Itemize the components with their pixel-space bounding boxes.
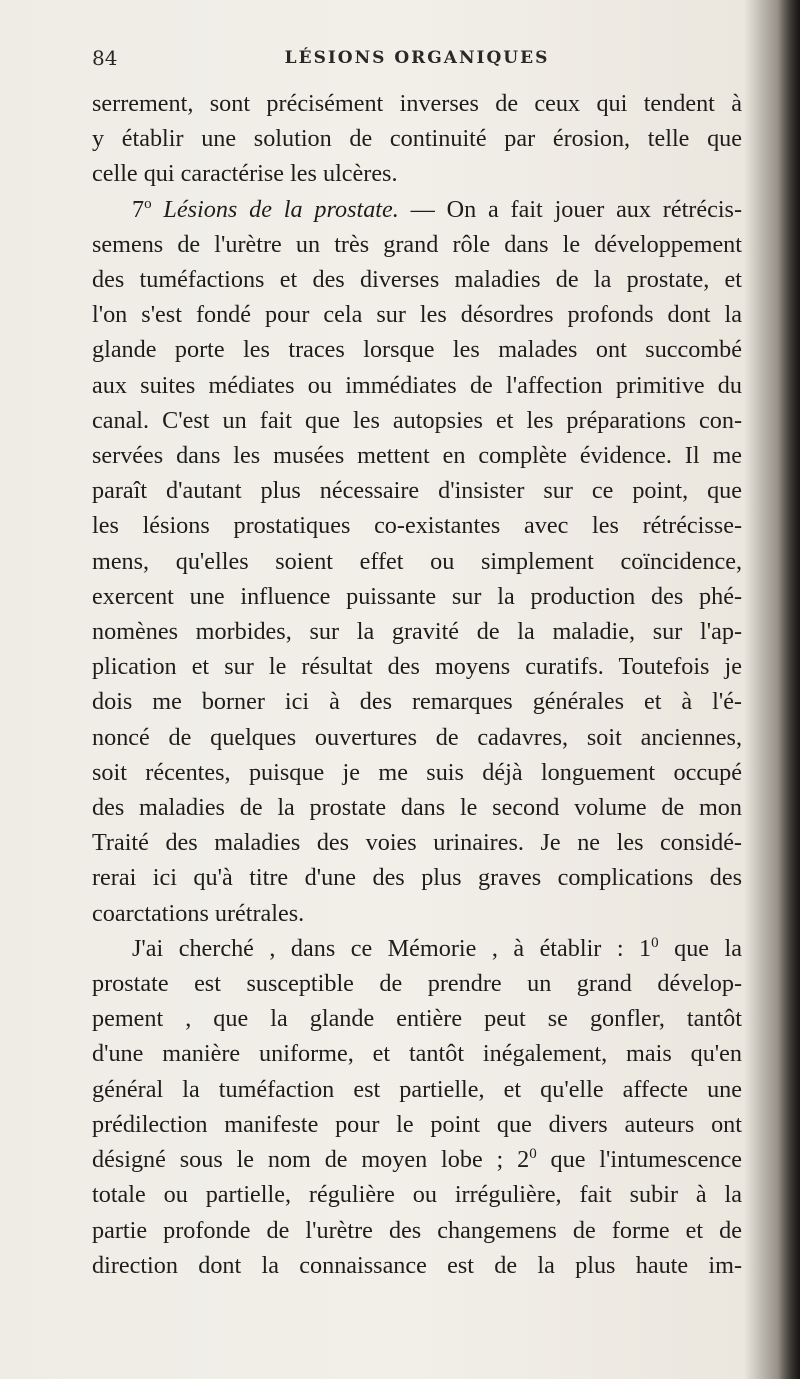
- text-line: nomènes morbides, sur la gravité de la maladie, sur l'ap-: [92, 618, 742, 646]
- text-line: les lésions prostatiques co-existantes avec les rétrécisse-: [92, 512, 742, 540]
- text-line: direction dont la connaissance est de la plus haute im-: [92, 1251, 742, 1279]
- text-line: totale ou partielle, régulière ou irrégulière, fait subir à la: [92, 1181, 742, 1209]
- text-line: prédilection manifeste pour le point que divers auteurs ont: [92, 1110, 742, 1138]
- text-line: paraît d'autant plus nécessaire d'insister sur ce point, que: [92, 477, 742, 505]
- text-line: général la tuméfaction est partielle, et qu'elle affecte une: [92, 1075, 742, 1103]
- text-line: semens de l'urètre un très grand rôle dans le développement: [92, 230, 742, 258]
- line-text-a: désigné sous le nom de moyen lobe ; 2: [92, 1146, 530, 1174]
- text-line: pement , que la glande entière peut se gonfler, tantôt: [92, 1005, 742, 1033]
- page-number: 84: [92, 46, 118, 70]
- text-line: d'une manière uniforme, et tantôt inégalement, mais qu'en: [92, 1040, 742, 1068]
- text-line: glande porte les traces lorsque les malades ont succombé: [92, 336, 742, 364]
- section-text: — On a fait jouer aux rétrécis-: [398, 195, 743, 223]
- text-line-with-ordinal: [92, 1142, 742, 1177]
- text-line: canal. C'est un fait que les autopsies et les préparations con-: [92, 406, 742, 434]
- binding-edge-shadow: [778, 0, 800, 1379]
- text-line: rerai ici qu'à titre d'une des plus graves complications des: [92, 864, 742, 892]
- text-line: dois me borner ici à des remarques générales et à l'é-: [92, 688, 742, 716]
- text-line: plication et sur le résultat des moyens curatifs. Toutefois je: [92, 653, 742, 681]
- line-text-a: J'ai cherché , dans ce Mémorie , à établir : 1: [132, 934, 652, 962]
- text-line: celle qui caractérise les ulcères.: [92, 160, 398, 188]
- text-line: exercent une influence puissante sur la production des phé-: [92, 582, 742, 610]
- section-title: Lésions de la prostate.: [163, 195, 399, 223]
- ordinal-superscript: o: [144, 195, 152, 212]
- page-header: [92, 46, 742, 76]
- text-line: mens, qu'elles soient effet ou simplement coïncidence,: [92, 547, 742, 575]
- line-text-b: que la: [658, 934, 742, 962]
- line-text-b: que l'intumescence: [536, 1146, 742, 1174]
- section-number: 7: [132, 195, 145, 223]
- text-line: servées dans les musées mettent en complète évidence. Il me: [92, 442, 742, 470]
- running-head: LÉSIONS ORGANIQUES: [284, 48, 550, 68]
- paragraph-start-line: [92, 931, 742, 966]
- text-line: partie profonde de l'urètre des changemens de forme et de: [92, 1216, 742, 1244]
- text-line: y établir une solution de continuité par érosion, telle que: [92, 125, 742, 153]
- text-line: coarctations urétrales.: [92, 899, 305, 927]
- text-line: Traité des maladies des voies urinaires. Je ne les considé-: [92, 829, 742, 857]
- text-line: l'on s'est fondé pour cela sur les désordres profonds dont la: [92, 301, 742, 329]
- text-line: aux suites médiates ou immédiates de l'affection primitive du: [92, 371, 742, 399]
- text-line: des maladies de la prostate dans le second volume de mon: [92, 794, 742, 822]
- text-line: soit récentes, puisque je me suis déjà longuement occupé: [92, 758, 742, 786]
- text-line: prostate est susceptible de prendre un grand dévelop-: [92, 970, 742, 998]
- section-heading-line: [92, 192, 742, 227]
- ordinal-superscript: 0: [529, 1146, 537, 1163]
- ordinal-superscript: 0: [651, 934, 659, 951]
- text-line: serrement, sont précisément inverses de ceux qui tendent à: [92, 90, 742, 117]
- text-line: noncé de quelques ouvertures de cadavres, soit anciennes,: [92, 723, 742, 751]
- body-text: [92, 86, 742, 1283]
- text-line: des tuméfactions et des diverses maladies de la prostate, et: [92, 266, 742, 294]
